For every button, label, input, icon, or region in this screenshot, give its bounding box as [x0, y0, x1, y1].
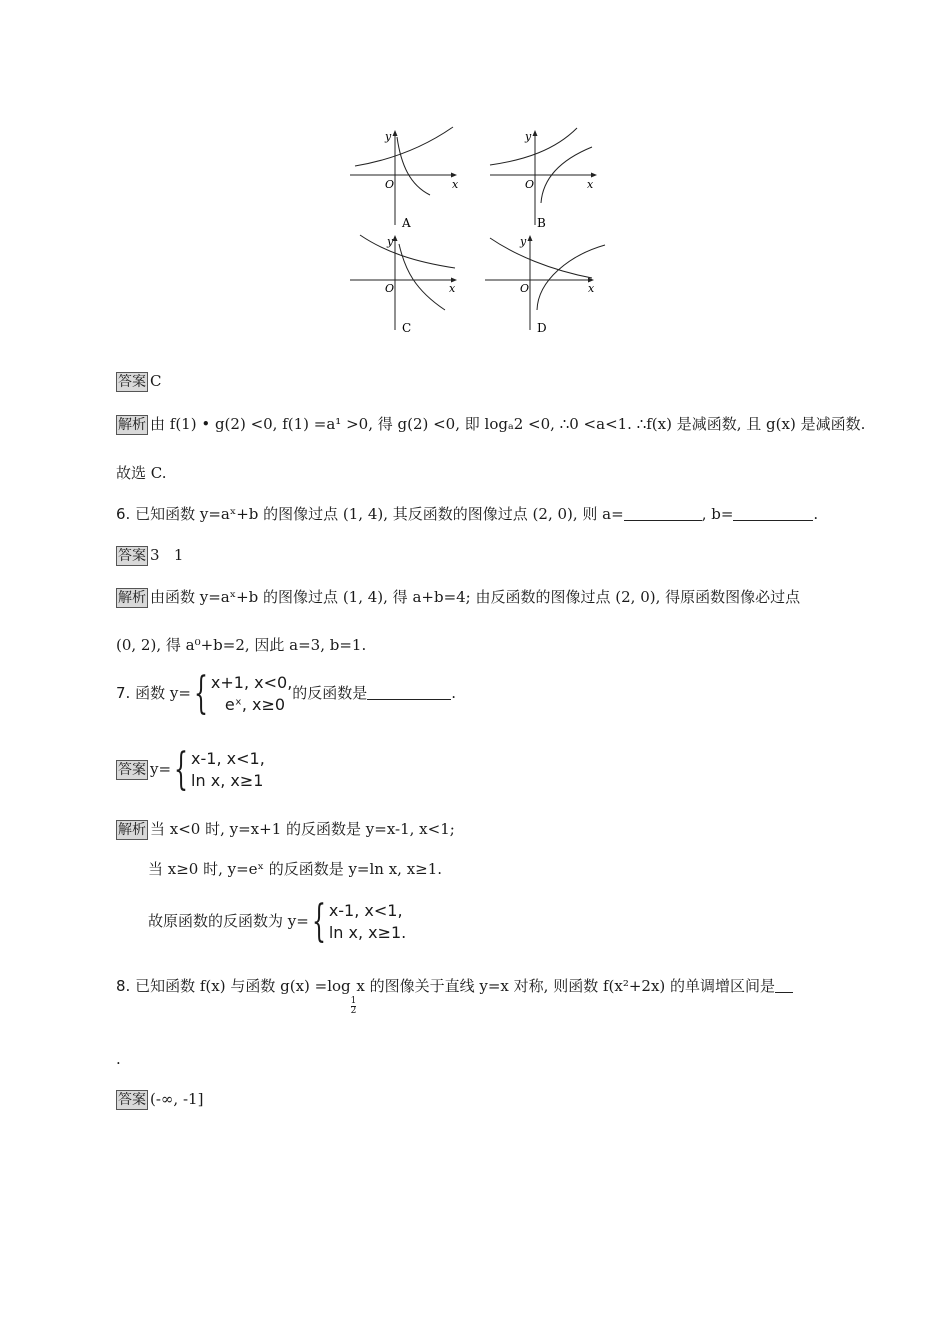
x-axis-label: x [452, 178, 459, 191]
q5-analysis-line [116, 413, 865, 435]
function-graphs-figure [340, 120, 610, 335]
q8-answer: (-∞, -1] [150, 1090, 204, 1108]
x-axis-label: x [587, 178, 594, 191]
y-axis-label: y [525, 130, 532, 143]
q7-ans-row-2: ln x, x≥1 [191, 771, 264, 790]
q6-question [116, 503, 818, 525]
q5-analysis-1: 由 f(1) • g(2) <0, f(1) =a¹ >0, 得 g(2) <0, 即 logₐ2 <0, ∴0 <a<1. ∴f(x) 是减函数, 且 g(x) 是减函数. [150, 415, 866, 433]
q5-answer: C [150, 372, 162, 390]
q7-question [116, 668, 457, 719]
q5-analysis-line-2 [116, 462, 166, 484]
q6-text-b: , b= [701, 505, 734, 523]
q7-row-1: x+1, x<0, [210, 673, 293, 692]
panel-label-b: B [537, 216, 546, 230]
origin-label: O [525, 178, 535, 191]
q6-blank-b[interactable] [733, 506, 813, 521]
q8-log-base [351, 997, 357, 1016]
q7-text-b: 的反函数是 [292, 684, 368, 702]
q7-answer-line [116, 744, 265, 795]
panel-label-d: D [537, 321, 547, 335]
y-axis-label: y [385, 130, 392, 143]
q7-text-a: 函数 y= [135, 684, 191, 702]
x-axis-label: x [449, 282, 456, 295]
q7-analysis-line-2 [148, 858, 442, 880]
q6-blank-a[interactable] [624, 506, 702, 521]
q7-final-row-1: x-1, x<1, [328, 901, 403, 920]
analysis-tag: 解析 [118, 417, 146, 433]
q8-text-b: x 的图像关于直线 y=x 对称, 则函数 f(x²+2x) 的单调增区间是 [356, 977, 776, 995]
q8-text-a: 已知函数 f(x) 与函数 g(x) =log [135, 977, 351, 995]
answer-tag: 答案 [118, 374, 146, 390]
analysis-tag: 解析 [118, 822, 146, 838]
q6-text-a: 已知函数 y=aˣ+b 的图像过点 (1, 4), 其反函数的图像过点 (2, 0), 则 a= [135, 505, 624, 523]
q5-analysis-2: 故选 C. [116, 464, 167, 482]
answer-tag: 答案 [118, 548, 146, 564]
q8-dot: . [116, 1050, 121, 1068]
panel-label-c: C [402, 321, 412, 335]
origin-label: O [385, 178, 395, 191]
q8-base-num: 1 [350, 996, 357, 1006]
graph-panel-b [485, 125, 610, 230]
origin-label: O [520, 282, 530, 295]
y-axis-label: y [387, 235, 394, 248]
graph-panel-a [345, 125, 470, 230]
q8-answer-line [116, 1088, 203, 1110]
q6-answer-line [116, 544, 183, 566]
q7-ans-row-1: x-1, x<1, [191, 749, 265, 768]
q7-text-c: . [451, 684, 457, 702]
analysis-tag: 解析 [118, 590, 146, 606]
q6-analysis-2: (0, 2), 得 a⁰+b=2, 因此 a=3, b=1. [116, 636, 367, 654]
graph-panel-d [480, 230, 610, 335]
answer-tag: 答案 [118, 762, 146, 778]
graph-panel-c [345, 230, 470, 335]
q8-dot-line [116, 1048, 121, 1070]
q7-final-row-2: ln x, x≥1. [328, 923, 407, 942]
q8-base-den: 2 [350, 1006, 357, 1016]
q7-answer-prefix: y= [150, 760, 172, 778]
brace-icon: { [174, 744, 189, 795]
q8-question [116, 975, 793, 1016]
answer-tag: 答案 [118, 1092, 146, 1108]
q7-piecewise [191, 668, 293, 719]
q7-analysis-2: 当 x≥0 时, y=eˣ 的反函数是 y=ln x, x≥1. [148, 860, 443, 878]
origin-label: O [385, 282, 395, 295]
q7-analysis-1: 当 x<0 时, y=x+1 的反函数是 y=x-1, x<1; [150, 820, 455, 838]
brace-icon: { [311, 896, 326, 947]
q8-number: 8. [116, 977, 131, 995]
q6-text-c: . [813, 505, 819, 523]
q8-blank[interactable] [775, 978, 793, 993]
q7-analysis-line [116, 818, 455, 840]
q6-analysis-line [116, 586, 800, 608]
q7-analysis-line-3 [148, 896, 407, 947]
y-axis-label: y [520, 235, 527, 248]
q6-analysis-1: 由函数 y=aˣ+b 的图像过点 (1, 4), 得 a+b=4; 由反函数的图像过点 (2, 0), 得原函数图像必过点 [150, 588, 801, 606]
q7-analysis-3: 故原函数的反函数为 y= [148, 912, 309, 930]
q6-analysis-line-2 [116, 634, 366, 656]
q7-number: 7. [116, 684, 131, 702]
q6-answer: 3 1 [150, 546, 184, 564]
q7-blank[interactable] [367, 685, 451, 700]
brace-icon: { [193, 668, 208, 719]
q7-row-2: eˣ, x≥0 [224, 695, 286, 714]
q6-number: 6. [116, 505, 131, 523]
q7-final-piecewise [309, 896, 407, 947]
q5-answer-line [116, 370, 161, 392]
panel-label-a: A [402, 216, 411, 230]
x-axis-label: x [588, 282, 595, 295]
q7-answer-piecewise [171, 744, 265, 795]
